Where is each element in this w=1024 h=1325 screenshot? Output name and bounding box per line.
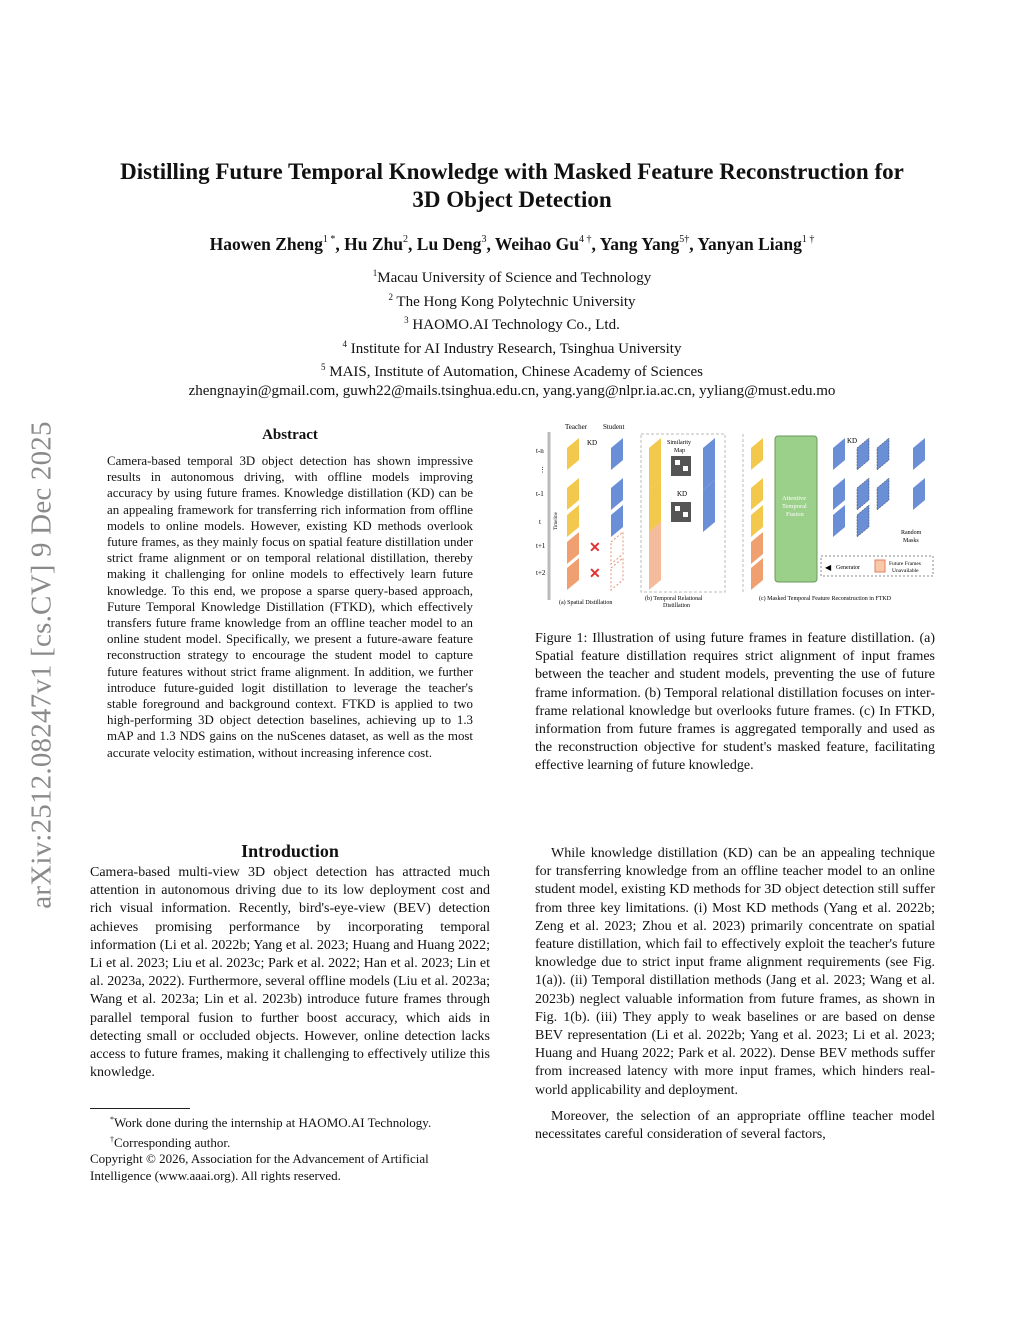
attentive-fusion-label: Attentive [782, 495, 807, 502]
masked-feature [877, 438, 889, 470]
figure-1-diagram [533, 420, 937, 612]
label-student: Student [603, 423, 625, 431]
author: Hu Zhu$^2$, [344, 234, 417, 254]
cross-mark: ✕ [589, 567, 601, 582]
time-label: t+2 [536, 569, 546, 577]
subcaption-b: Distillation [663, 603, 690, 609]
footnote-corresponding: †Corresponding author. [110, 1134, 231, 1150]
label-kd-c: KD [847, 437, 858, 445]
generator-label: Generator [836, 565, 860, 571]
student-feature [611, 438, 623, 470]
student-feature [611, 478, 623, 510]
subcaption-c: (c) Masked Temporal Feature Reconstruction in FTKD [759, 596, 892, 602]
time-label: ⋮ [539, 466, 546, 474]
time-label: t+1 [536, 542, 546, 550]
future-feature [649, 522, 661, 590]
teacher-feature [567, 478, 579, 510]
student-feature [913, 438, 925, 470]
introduction-heading: Introduction [241, 841, 339, 861]
author: Yang Yang$^{5\dagger}$, [599, 234, 698, 254]
student-feature [833, 478, 845, 510]
timeline-label: Timeline [554, 512, 559, 530]
title-line-1: Distilling Future Temporal Knowledge with Masked Feature Reconstruction for [120, 159, 904, 184]
student-feature [913, 478, 925, 510]
cross-mark: ✕ [589, 541, 601, 556]
teacher-feature [751, 505, 763, 537]
author: Yanyan Liang$^{1 \dagger}$ [697, 234, 815, 254]
masked-feature [857, 478, 869, 510]
footnote-internship: *Work done during the internship at HAOMO.AI Technology. [110, 1115, 432, 1130]
author-emails: zhengnayin@gmail.com, guwh22@mails.tsinghua.edu.cn, yang.yang@nlpr.ia.ac.cn, yyliang@must.edu.mo [188, 382, 836, 399]
title-line-2: 3D Object Detection [412, 187, 612, 212]
attentive-fusion-label: Fusion [786, 511, 804, 518]
footnote-rule [90, 1108, 190, 1109]
author: Haowen Zheng$^{1 *}$, [209, 234, 345, 254]
future-feature [567, 532, 579, 564]
generator-arrow-icon: ◀ [825, 563, 832, 572]
teacher-feature [567, 505, 579, 537]
teacher-feature [751, 478, 763, 510]
similarity-map-label: Similarity [667, 440, 691, 446]
random-masks-label: Masks [903, 538, 919, 544]
subcaption-b: (b) Temporal Relational [645, 596, 703, 602]
affiliation: $^4$ Institute for AI Industry Research, Tsinghua University [342, 338, 682, 357]
masked-feature [857, 438, 869, 470]
affiliations [80, 264, 944, 400]
figure-1-caption: Figure 1: Illustration of using future frames in feature distillation. (a) Spatial feature distillation requires strict alignment of input frames between the teacher and student models, preventing the use of future frame information. (b) Temporal relational distillation focuses on inter-frame relational knowledge but overlooks future frames. (c) In FTKD, information from future frames is aggregated temporally and used as the reconstruction objective for student's masked feature, facilitating effective learning of future knowledge. [535, 631, 935, 774]
abstract-text: Camera-based temporal 3D object detection has shown impressive results in autonomous driving, with offline models improving accuracy by using future frames. Knowledge distillation (KD) can be an appealing framework for transferring rich information from offline models to online models. However, existing KD methods overlook future frames, as they mainly focus on spatial feature distillation under strict frame alignment or on temporal relational distillation, thereby making it challenging for online models to effectively learn future knowledge. To this end, we propose a sparse query-based approach, Future Temporal Knowledge Distillation (FTKD), which effectively transfers future frame knowledge from an offline teacher model to an online student model. Specifically, we present a future-aware feature reconstruction strategy to encourage the student model to capture future features without strict frame alignment. In addition, we further introduce future-guided logit distillation to leverage the teacher's stable foreground and background context. FTKD is applied to two high-performing 3D object detection baselines, achieving up to 1.3 mAP and 1.3 NDS gains on the nuScenes dataset, as well as the most accurate velocity estimation, without increasing inference cost. [107, 454, 473, 760]
random-masks-label: Random [901, 530, 922, 536]
footnotes [90, 1112, 490, 1184]
affiliation: $^1$Macau University of Science and Technology [372, 268, 652, 286]
affiliation: $^3$ HAOMO.AI Technology Co., Ltd. [404, 315, 620, 333]
copyright-notice: Copyright © 2026, Association for the Advancement of Artificial Intelligence (www.aaai.org). All rights reserved. [90, 1151, 429, 1183]
paragraph: While knowledge distillation (KD) can be an appealing technique for transferring knowledge from an offline teacher model to an online student model, existing KD methods for 3D object detection still suffer from three key limitations. (i) Most KD methods (Yang et al. 2022b; Zeng et al. 2023; Zhou et al. 2023) primarily concentrate on spatial feature distillation, which fail to effectively exploit the teacher's future knowledge due to strict input frame alignment requirements (see Fig. 1(a)). (ii) Temporal distillation methods (Jang et al. 2023; Wang et al. 2023b) neglect valuable information from future frames, as shown in Fig. 1(b). (iii) They apply to weak baselines or are based on dense BEV representation (Li et al. 2022b; Yang et al. 2023; Li et al. 2023; Huang and Huang 2022; Park et al. 2022). Dense BEV methods suffer from increased latency with more input frames, which hinders real-world applicability and deployment. [535, 846, 935, 1098]
author: Weihao $Gu^{4 \dagger}$, [494, 234, 600, 254]
future-feature [751, 558, 763, 590]
future-frames-label: Unavailable [892, 568, 919, 574]
masked-feature [857, 505, 869, 537]
student-feature [833, 505, 845, 537]
affiliation: $^2$ The Hong Kong Polytechnic University [388, 291, 636, 310]
student-feature [611, 505, 623, 537]
label-teacher: Teacher [565, 423, 588, 431]
affiliation: $^5$ MAIS, Institute of Automation, Chinese Academy of Sciences [321, 362, 703, 380]
author-list [80, 234, 944, 255]
paragraph: Moreover, the selection of an appropriate offline teacher model necessitates careful consideration of several factors, [535, 1108, 935, 1143]
time-label: t-1 [536, 490, 544, 498]
author: Lu Deng$^3$, [416, 234, 495, 254]
right-column-text [535, 845, 935, 1144]
abstract-heading: Abstract [262, 427, 318, 443]
time-label: t [539, 518, 541, 526]
future-frames-swatch [875, 560, 885, 572]
future-feature [751, 532, 763, 564]
introduction-text: Camera-based multi-view 3D object detection has attracted much attention in autonomous driving due to its low deployment cost and rich visual information. Recently, bird's-eye-view (BEV) detection achieves promising performance by incorporating temporal information (Li et al. 2022b; Yang et al. 2023; Huang and Huang 2022; Li et al. 2023; Liu et al. 2023c; Park et al. 2022; Han et al. 2023; Lin et al. 2023a, 2022). Furthermore, several offline models (Liu et al. 2023a; Wang et al. 2023a; Lin et al. 2023b) introduce future frames through parallel temporal fusion to further boost accuracy, which aids in detecting small or occluded objects. However, online detection lacks access to future frames, making it challenging to effectively utilize this knowledge. [90, 865, 490, 1081]
future-frames-label: Future Frames [889, 561, 921, 567]
student-feature [833, 438, 845, 470]
teacher-feature [751, 438, 763, 470]
similarity-map-label: Map [674, 448, 685, 454]
attentive-fusion-label: Temporal [782, 503, 807, 510]
teacher-feature [567, 438, 579, 470]
masked-feature [877, 478, 889, 510]
time-label: t-n [536, 447, 544, 455]
student-feature-missing [611, 558, 623, 590]
label-kd-a: KD [587, 439, 598, 447]
paper-title [80, 158, 944, 214]
arxiv-identifier: arXiv:2512.08247v1 [cs.CV] 9 Dec 2025 [25, 421, 58, 909]
future-feature [567, 558, 579, 590]
subcaption-a: (a) Spatial Distillation [559, 600, 613, 606]
label-kd-b: KD [677, 490, 688, 498]
